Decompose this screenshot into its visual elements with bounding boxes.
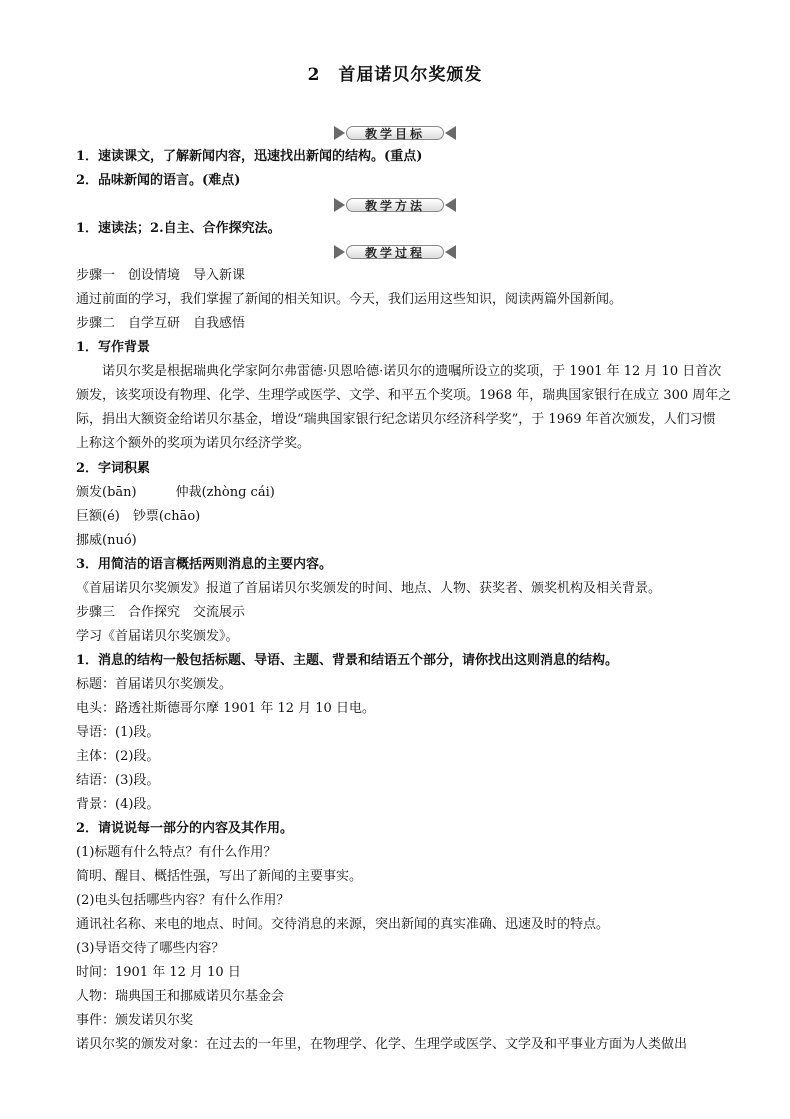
paragraph-line: 颁发，该奖项设有物理、化学、生理学或医学、文学、和平五个奖项。1968 年，瑞典国家银行在成立 300 周年之 xyxy=(76,388,732,403)
banner-row-methods xyxy=(0,196,790,214)
section-banner-process xyxy=(334,243,456,261)
structure-line: 导语：(1)段。 xyxy=(76,725,160,740)
structure-line: 电头：路透社斯德哥尔摩 1901 年 12 月 10 日电。 xyxy=(76,701,375,716)
paragraph-line: 学习《首届诺贝尔奖颁发》。 xyxy=(76,629,239,644)
structure-line: 标题：首届诺贝尔奖颁发。 xyxy=(76,677,233,692)
sub-question-line: (3)导语交待了哪些内容？ xyxy=(76,941,225,956)
method-line: 1．速读法；2.自主、合作探究法。 xyxy=(76,221,281,236)
structure-line: 结语：(3)段。 xyxy=(76,773,160,788)
section-banner-methods xyxy=(334,196,456,214)
sub-question-line: (2)电头包括哪些内容？有什么作用？ xyxy=(76,893,290,908)
answer-line: 简明、醒目、概括性强，写出了新闻的主要事实。 xyxy=(76,869,363,884)
goal-line-1: 1．速读课文，了解新闻内容，迅速找出新闻的结构。(重点) xyxy=(76,149,423,164)
structure-line: 主体：(2)段。 xyxy=(76,749,160,764)
banner-arrow-right-icon xyxy=(445,198,456,212)
banner-arrow-right-icon xyxy=(445,126,456,140)
question-line: 1．消息的结构一般包括标题、导语、主题、背景和结语五个部分，请你找出这则消息的结构。 xyxy=(76,653,619,668)
subheading-vocabulary: 2．字词积累 xyxy=(76,461,151,476)
answer-line: 《首届诺贝尔奖颁发》报道了首届诺贝尔奖颁发的时间、地点、人物、获奖者、颁奖机构及相关背景。 xyxy=(76,581,662,596)
banner-arrow-right-icon xyxy=(445,245,456,259)
banner-arrow-left-icon xyxy=(334,198,345,212)
subheading-background: 1．写作背景 xyxy=(76,340,151,355)
vocabulary-line: 挪威(nuó) xyxy=(76,533,137,548)
question-line: 3．用简洁的语言概括两则消息的主要内容。 xyxy=(76,557,333,572)
structure-line: 背景：(4)段。 xyxy=(76,797,160,812)
banner-row-goals xyxy=(0,124,790,142)
banner-arrow-left-icon xyxy=(334,245,345,259)
document-title: 2 首届诺贝尔奖颁发 xyxy=(307,65,483,85)
paragraph-line: 上称这个额外的奖项为诺贝尔经济学奖。 xyxy=(76,436,311,451)
banner-label-methods: 教学方法 xyxy=(364,198,425,213)
step-2-heading: 步骤二 自学互研 自我感悟 xyxy=(76,316,246,331)
goal-line-2: 2．品味新闻的语言。(难点) xyxy=(76,173,241,188)
banner-row-process xyxy=(0,243,790,261)
step-3-heading: 步骤三 合作探究 交流展示 xyxy=(76,605,246,620)
paragraph-line: 诺贝尔奖的颁发对象：在过去的一年里，在物理学、化学、生理学或医学、文学及和平事业方面为人类做出 xyxy=(76,1037,688,1052)
answer-line: 时间：1901 年 12 月 10 日 xyxy=(76,965,241,980)
paragraph-line: 通过前面的学习，我们掌握了新闻的相关知识。今天，我们运用这些知识，阅读两篇外国新闻。 xyxy=(76,292,623,307)
step-1-heading: 步骤一 创设情境 导入新课 xyxy=(76,268,246,283)
vocabulary-line: 巨额(é) 钞票(chāo) xyxy=(76,509,201,524)
banner-arrow-left-icon xyxy=(334,126,345,140)
paragraph-line: 际，捐出大额资金给诺贝尔基金，增设“瑞典国家银行纪念诺贝尔经济科学奖”，于 1969 年首次颁发，人们习惯 xyxy=(76,412,716,427)
answer-line: 事件：颁发诺贝尔奖 xyxy=(76,1013,194,1028)
banner-label-process: 教学过程 xyxy=(364,245,425,260)
section-banner-goals xyxy=(334,124,456,142)
vocabulary-line: 颁发(bān) 仲裁(zhònɡ cái) xyxy=(76,485,275,500)
answer-line: 人物：瑞典国王和挪威诺贝尔基金会 xyxy=(76,989,285,1004)
paragraph-line: 诺贝尔奖是根据瑞典化学家阿尔弗雷德·贝恩哈德·诺贝尔的遗嘱所设立的奖项，于 1901 年 12 月 10 日首次 xyxy=(102,364,722,379)
banner-label-goals: 教学目标 xyxy=(364,126,425,141)
question-line: 2．请说说每一部分的内容及其作用。 xyxy=(76,821,294,836)
answer-line: 通讯社名称、来电的地点、时间。交待消息的来源，突出新闻的真实准确、迅速及时的特点。 xyxy=(76,917,610,932)
sub-question-line: (1)标题有什么特点？有什么作用？ xyxy=(76,845,277,860)
